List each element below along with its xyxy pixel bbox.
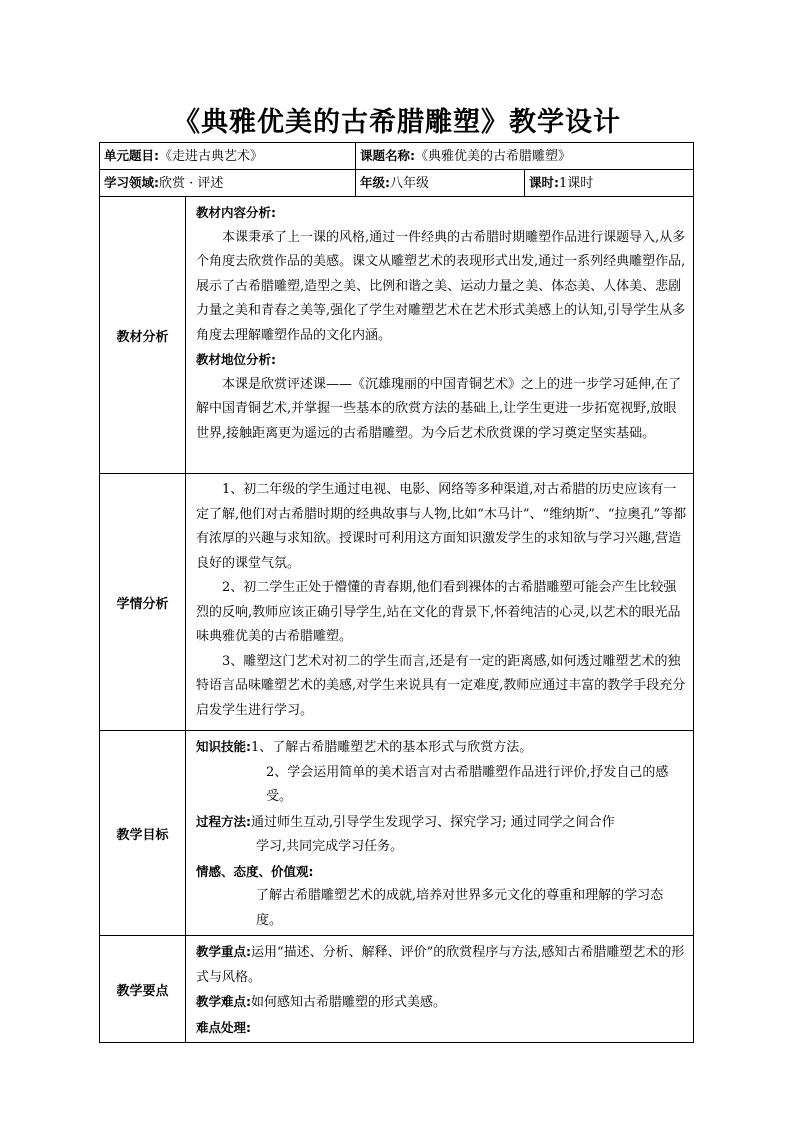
material-position-title: 教材地位分析: bbox=[196, 352, 276, 367]
material-content-text: 本课秉承了上一课的风格,通过一件经典的古希腊时期雕塑作品进行课题导入,从多个角度去欣赏作品的美感。课文从雕塑艺术的表现形式出发,通过一系列经典雕塑作品,展示了古希腊雕塑,造型之美、比例和谐之美、运动力量之美、体态美、人体美、悲剧力量之美和青春之美等,强化了学生对雕塑艺术在艺术形式美感上的认知,引导学生从多角度去理解雕塑作品的文化内涵。 bbox=[196, 229, 686, 343]
goals-process-line bbox=[196, 810, 687, 836]
goals-skill-label: 知识技能: bbox=[196, 739, 251, 754]
students-head: 学情分析 bbox=[100, 474, 186, 731]
unit-cell bbox=[100, 143, 356, 170]
material-content bbox=[186, 197, 694, 474]
goals-process-label: 过程方法: bbox=[196, 813, 251, 829]
keypoints-focus-text: 运用“描述、分析、解释、评价”的欣赏程序与方法,感知古希腊雕塑艺术的形式与风格。 bbox=[196, 945, 685, 985]
keypoints-difficulty-line bbox=[196, 990, 687, 1016]
field-cell bbox=[100, 170, 356, 197]
hours-cell bbox=[525, 170, 694, 197]
keypoints-difficulty-text: 如何感知古希腊雕塑的形式美感。 bbox=[251, 995, 447, 1010]
keypoints-difficulty-label: 教学难点: bbox=[196, 994, 251, 1009]
goals-row bbox=[100, 731, 694, 936]
lesson-label: 课题名称: bbox=[360, 148, 416, 163]
unit-label: 单元题目: bbox=[104, 148, 159, 163]
goals-process-1: 通过师生互动,引导学生发现学习、探究学习; 通过同学之间合作 bbox=[251, 814, 615, 830]
material-row bbox=[100, 197, 694, 474]
field-value: 欣赏 · 评述 bbox=[159, 176, 224, 191]
goals-emotion-label: 情感、态度、价值观: bbox=[196, 863, 314, 879]
grade-cell bbox=[356, 170, 525, 197]
goals-skill-2: 2、学会运用简单的美术语言对古希腊雕塑作品进行评价,抒发自己的感受。 bbox=[266, 764, 669, 804]
lesson-cell bbox=[356, 143, 694, 170]
keypoints-row bbox=[100, 936, 694, 1043]
keypoints-focus-label: 教学重点: bbox=[196, 944, 251, 959]
lesson-value: 《典雅优美的古希腊雕塑》 bbox=[415, 149, 572, 164]
grade-value: 八年级 bbox=[390, 176, 430, 191]
students-paragraph-2: 2、初二学生正处于懵懂的青春期,他们看到裸体的古希腊雕塑可能会产生比较强烈的反响,教师应该正确引导学生,站在文化的背景下,怀着纯洁的心灵,以艺术的眼光品味典雅优美的古希腊雕塑。 bbox=[196, 580, 681, 644]
lesson-plan-table bbox=[99, 142, 694, 1043]
material-position-text: 本课是欣赏评述课——《沉雄瑰丽的中国青铜艺术》之上的进一步学习延伸,在了解中国青铜艺术,并掌握一些基本的欣赏方法的基础上,让学生更进一步拓宽视野,放眼世界,接触距离更为遥远的古希腊雕塑。为今后艺术欣赏课的学习奠定坚实基础。 bbox=[196, 376, 682, 441]
goals-skill-line bbox=[196, 735, 687, 761]
keypoints-focus-line bbox=[196, 940, 687, 990]
goals-process-2: 学习,共同完成学习任务。 bbox=[256, 839, 404, 854]
info-row-field bbox=[100, 170, 694, 197]
students-content bbox=[186, 474, 694, 731]
info-row-unit bbox=[100, 143, 694, 170]
material-content-title: 教材内容分析: bbox=[196, 205, 276, 220]
hours-value: 1课时 bbox=[559, 176, 594, 191]
goals-content bbox=[186, 731, 694, 936]
goals-skill-1: 1、了解古希腊雕塑艺术的基本形式与欣赏方法。 bbox=[251, 740, 533, 755]
students-paragraph-1: 1、初二年级的学生通过电视、电影、网络等多种渠道,对古希腊的历史应该有一定了解,他们对古希腊时期的经典故事与人物,比如“木马计”、“维纳斯”、“拉奥孔”等都有浓厚的兴趣与求知欲。授课时可利用这方面知识激发学生的求知欲与学习兴趣,营造良好的课堂气氛。 bbox=[196, 482, 687, 571]
goals-emotion-text: 了解古希腊雕塑艺术的成就,培养对世界多元文化的尊重和理解的学习态度。 bbox=[256, 888, 664, 928]
keypoints-head: 教学要点 bbox=[100, 936, 186, 1043]
unit-value: 《走进古典艺术》 bbox=[159, 149, 264, 164]
students-paragraph-3: 3、雕塑这门艺术对初二的学生而言,还是有一定的距离感,如何透过雕塑艺术的独特语言品味雕塑艺术的美感,对学生来说具有一定难度,教师应通过丰富的教学手段充分启发学生进行学习。 bbox=[196, 653, 686, 718]
keypoints-content bbox=[186, 936, 694, 1043]
field-label: 学习领域: bbox=[104, 175, 159, 190]
hours-label: 课时: bbox=[529, 175, 560, 190]
goals-head: 教学目标 bbox=[100, 731, 186, 936]
students-row bbox=[100, 474, 694, 731]
material-head: 教材分析 bbox=[100, 197, 186, 474]
grade-label: 年级: bbox=[360, 175, 391, 190]
keypoints-handling-label: 难点处理: bbox=[196, 1019, 251, 1035]
document-title: 《典雅优美的古希腊雕塑》教学设计 bbox=[173, 107, 621, 138]
